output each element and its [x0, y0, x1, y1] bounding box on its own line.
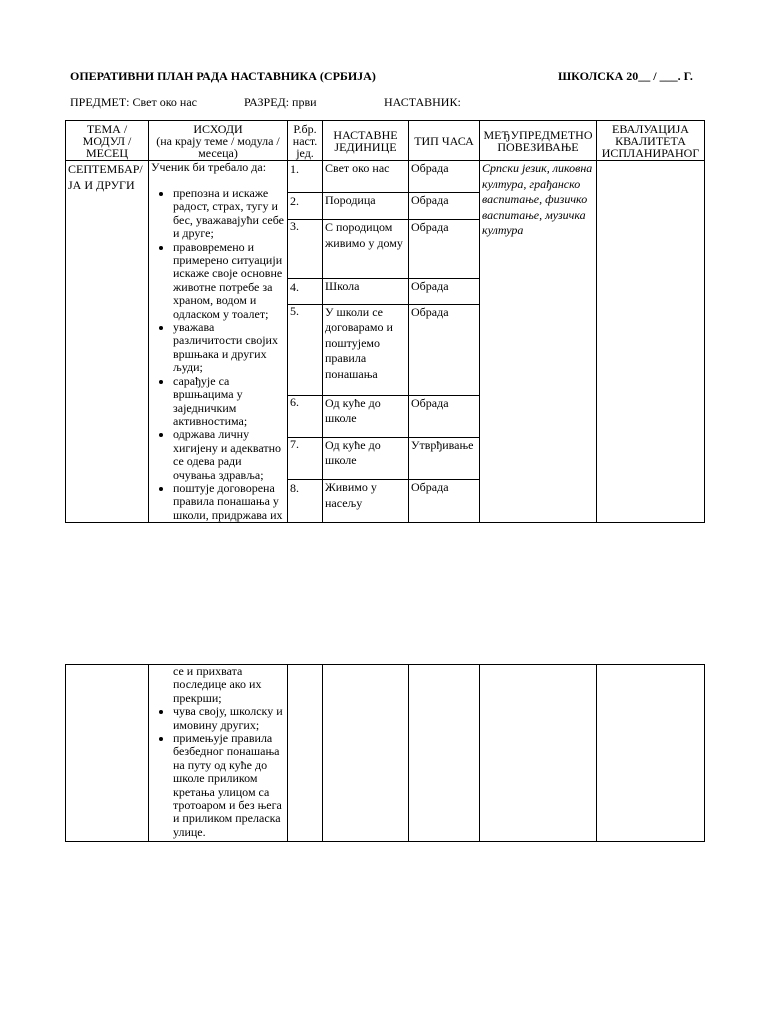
table-row [66, 161, 705, 193]
lesson-unit: Од куће до школе [323, 395, 409, 437]
header-correlation: МЕЂУПРЕДМЕТНО ПОВЕЗИВАЊЕ [480, 121, 597, 161]
header-outcomes-title: ИСХОДИ [193, 121, 243, 136]
outcomes-lead: Ученик би требало да: [151, 160, 267, 174]
list-item: • правовремено и примерено ситуацији искаже своје основне животне потребе за храном, водом и одласком у тоалет; [173, 241, 285, 321]
lesson-type: Обрада [409, 304, 480, 395]
evaluation-cell [597, 161, 705, 523]
header-evaluation: ЕВАЛУАЦИЈА КВАЛИТЕТА ИСПЛАНИРАНОГ [597, 121, 705, 161]
lesson-unit: У школи се договарамо и поштујемо правила понашања [323, 304, 409, 395]
list-item: • поштује договорена правила понашања у школи, придржава их [173, 482, 285, 522]
lesson-type-empty [409, 665, 480, 842]
list-item: • чува своју, школску и имовину других; [173, 705, 285, 732]
correlation-cell-empty [480, 665, 597, 842]
lesson-unit: Школа [323, 278, 409, 304]
lesson-unit: С породицом живимо у дому [323, 220, 409, 278]
lesson-type: Обрада [409, 395, 480, 437]
outcomes-cell [149, 161, 288, 523]
lesson-type: Обрада [409, 193, 480, 220]
lesson-number: 7. [288, 437, 323, 480]
school-year: ШКОЛСКА 20__ / ___. Г. [558, 69, 693, 83]
plan-table-continued [65, 664, 705, 842]
outcomes-cell-continued [149, 665, 288, 842]
table-header-row [66, 121, 705, 161]
header-units: НАСТАВНЕ ЈЕДИНИЦЕ [323, 121, 409, 161]
lesson-number: 4. [288, 278, 323, 304]
header-theme: ТЕМА / МОДУЛ / МЕСЕЦ [66, 121, 149, 161]
teacher-label: НАСТАВНИК: [384, 95, 461, 109]
lesson-type: Обрада [409, 220, 480, 278]
lesson-unit: Живимо у насељу [323, 480, 409, 523]
plan-table [65, 120, 705, 523]
lesson-number-empty [288, 665, 323, 842]
lesson-type: Обрада [409, 480, 480, 523]
header-outcomes-sub: (на крају теме / модула / месеца) [156, 133, 280, 160]
lesson-unit-empty [323, 665, 409, 842]
lesson-type: Обрада [409, 161, 480, 193]
list-item: • сарађује са вршњацима у заједничким активностима; [173, 375, 285, 429]
header-type: ТИП ЧАСА [409, 121, 480, 161]
header-outcomes [149, 121, 288, 161]
theme-text: СЕПТЕМБАР/ ЈА И ДРУГИ [68, 162, 143, 192]
outcomes-continued-text: се и прихвата последице ако их прекрши; [173, 664, 262, 705]
document-title: ОПЕРАТИВНИ ПЛАН РАДА НАСТАВНИКА (СРБИЈА) [70, 69, 376, 83]
table-row [66, 665, 705, 842]
list-item: • препозна и искаже радост, страх, тугу и бес, уважавајући себе и друге; [173, 187, 285, 241]
lesson-number: 1. [288, 161, 323, 193]
lesson-type: Утврђивање [409, 437, 480, 480]
lesson-number: 3. [288, 220, 323, 278]
grade-label: РАЗРЕД: први [244, 95, 317, 109]
lesson-unit: Од куће до школе [323, 437, 409, 480]
lesson-unit: Свет око нас [323, 161, 409, 193]
evaluation-cell-empty [597, 665, 705, 842]
theme-cell [66, 161, 149, 523]
lesson-number: 6. [288, 395, 323, 437]
outcomes-list [151, 187, 285, 522]
list-item: • одржава личну хигијену и адекватно се одева ради очувања здравља; [173, 428, 285, 482]
correlation-cell: Српски језик, ликовна култура, грађанско васпитање, физичко васпитање, музичка култура [480, 161, 597, 523]
lesson-number: 8. [288, 480, 323, 523]
list-item: • примењује правила безбедног понашања на путу од куће до школе приликом кретања улицом са тротоаром и без њега и приликом преласка улице. [173, 732, 285, 839]
lesson-type: Обрада [409, 278, 480, 304]
lesson-number: 2. [288, 193, 323, 220]
outcomes-list-continued [151, 705, 285, 839]
lesson-unit: Породица [323, 193, 409, 220]
lesson-number: 5. [288, 304, 323, 395]
theme-cell-continued [66, 665, 149, 842]
list-item: • уважава различитости својих вршњака и других људи; [173, 321, 285, 375]
subject-label: ПРЕДМЕТ: Свет око нас [70, 95, 197, 109]
header-lesson-number: Р.бр. наст. јед. [288, 121, 323, 161]
